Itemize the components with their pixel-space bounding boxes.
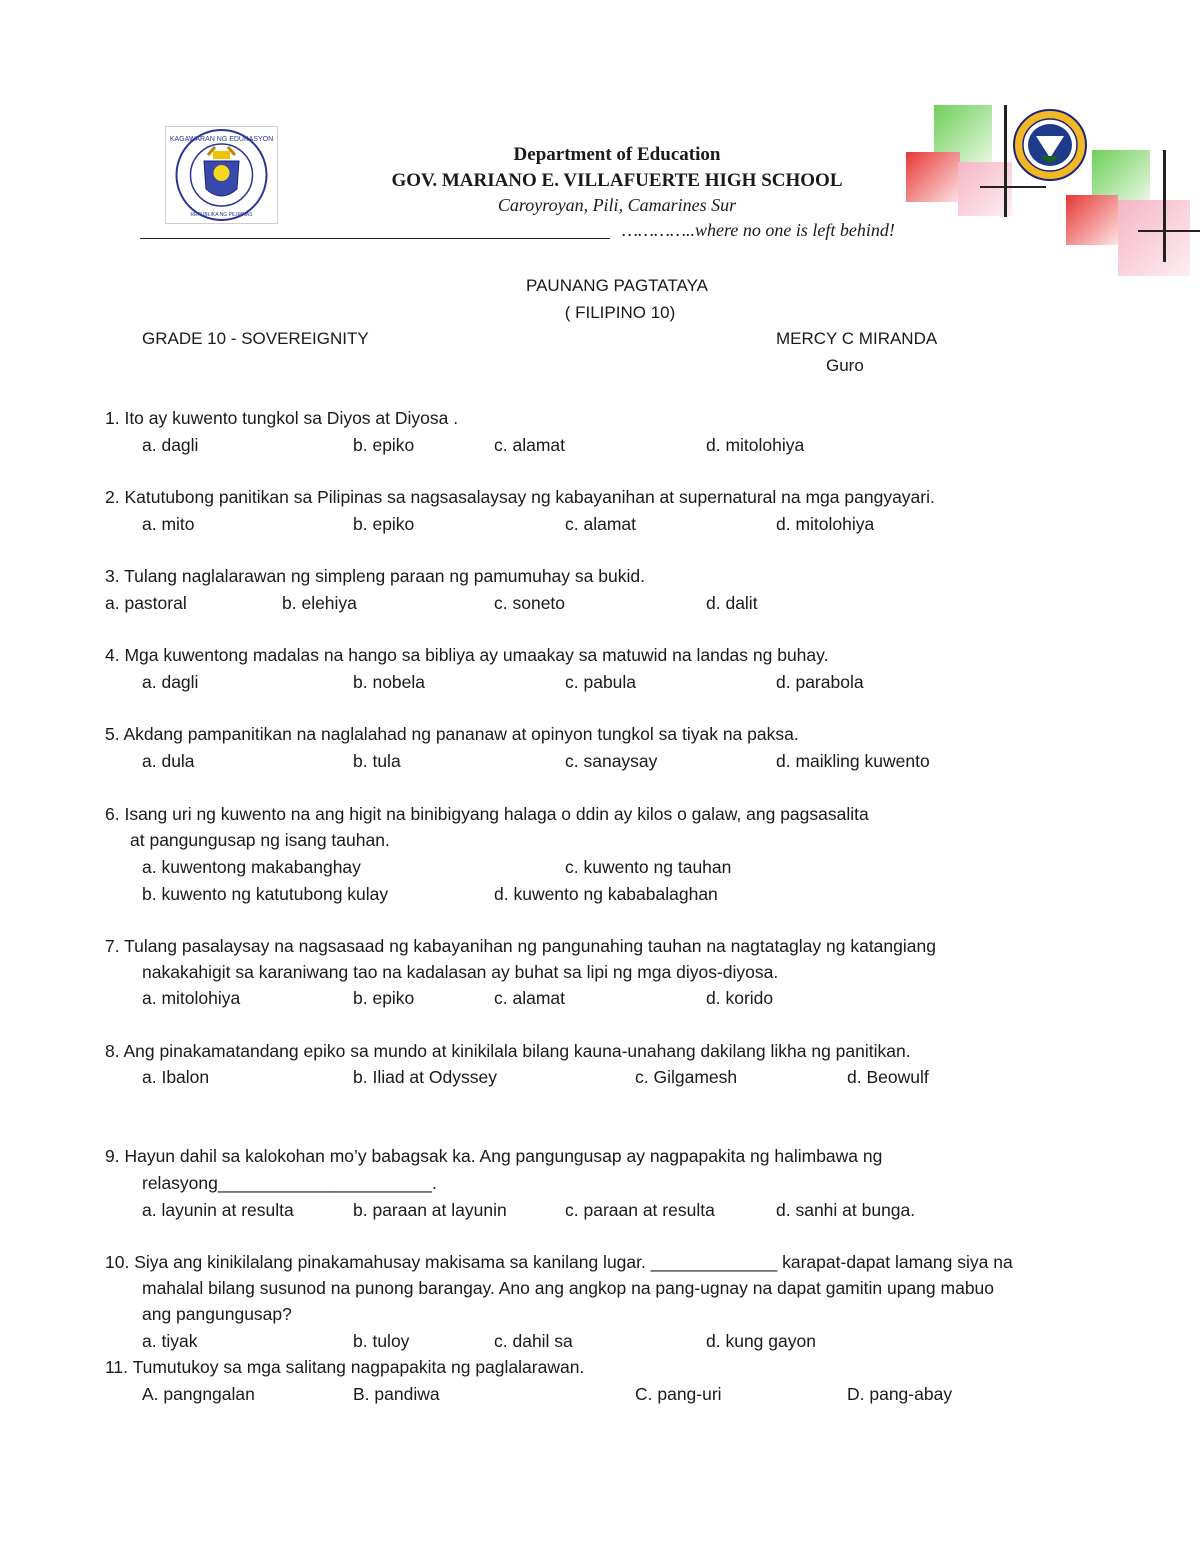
question-1-option: b. epiko [353, 435, 415, 455]
question-11-stem-line-1: 11. Tumutukoy sa mga salitang nagpapakita ng paglalarawan. [105, 1357, 585, 1377]
seal-text-top: KAGAWARAN NG EDUKASYON [169, 136, 274, 143]
question-9-option: c. paraan at resulta [565, 1200, 715, 1220]
question-5-stem-line-1: 5. Akdang pampanitikan na naglalahad ng pananaw at opinyon tungkol sa tiyak na paksa. [105, 724, 799, 744]
question-11-option: C. pang-uri [635, 1384, 722, 1404]
question-1-option: c. alamat [494, 435, 565, 455]
question-5-option: c. sanaysay [565, 751, 658, 771]
question-2-option: c. alamat [565, 514, 636, 534]
question-3-option: c. soneto [494, 593, 566, 613]
question-7-option: a. mitolohiya [142, 988, 241, 1008]
header-underline [140, 238, 610, 239]
question-2-option: d. mitolohiya [776, 514, 875, 534]
question-4-option: a. dagli [142, 672, 199, 692]
seal-text-bottom: REPUBLIKA NG PILIPINAS [190, 212, 253, 218]
question-9-stem-line-1: 9. Hayun dahil sa kalokohan mo’y babagsak ka. Ang pangungusap ay nagpapakita ng halimbawa ng [105, 1146, 883, 1166]
question-4-option: c. pabula [565, 672, 637, 692]
question-10-option: d. kung gayon [706, 1331, 816, 1351]
question-10-option: a. tiyak [142, 1331, 198, 1351]
question-5-option: d. maikling kuwento [776, 751, 930, 771]
question-1-stem-line-1: 1. Ito ay kuwento tungkol sa Diyos at Diyosa . [105, 408, 459, 428]
question-6-stem-line-1: 6. Isang uri ng kuwento na ang higit na binibigyang halaga o ddin ay kilos o galaw, ang pagsasalita [105, 804, 869, 824]
question-4-option: b. nobela [353, 672, 426, 692]
question-9-option: d. sanhi at bunga. [776, 1200, 916, 1220]
question-11-option: A. pangngalan [142, 1384, 255, 1404]
school-address: Caroyroyan, Pili, Camarines Sur [497, 195, 737, 215]
question-2-option: a. mito [142, 514, 195, 534]
teacher-role: Guro [826, 356, 864, 375]
teacher-name: MERCY C MIRANDA [776, 329, 938, 348]
question-10-option: c. dahil sa [494, 1331, 573, 1351]
question-4-stem-line-1: 4. Mga kuwentong madalas na hango sa bibliya ay umaakay sa matuwid na landas ng buhay. [105, 645, 829, 665]
question-10-stem-line-1: 10. Siya ang kinikilalang pinakamahusay makisama sa kanilang lugar. _____________ karapat-dapat lamang siya na [105, 1252, 1013, 1272]
question-7-option: c. alamat [494, 988, 565, 1008]
question-8-stem-line-1: 8. Ang pinakamatandang epiko sa mundo at kinikilala bilang kauna-unahang dakilang likha ng panitikan. [105, 1041, 911, 1061]
question-6-option: a. kuwentong makabanghay [142, 857, 361, 877]
question-9-stem-line-2: relasyong______________________. [142, 1173, 437, 1193]
question-10-option: b. tuloy [353, 1331, 410, 1351]
question-5-option: a. dula [142, 751, 195, 771]
question-7-option: d. korido [706, 988, 774, 1008]
exam-title: PAUNANG PAGTATAYA [526, 276, 708, 295]
question-6-stem-line-2: at pangungusap ng isang tauhan. [130, 830, 390, 850]
grade-section: GRADE 10 - SOVEREIGNITY [142, 329, 369, 348]
question-1-option: d. mitolohiya [706, 435, 805, 455]
question-8-option: d. Beowulf [847, 1067, 929, 1087]
department-name: Department of Education [513, 144, 721, 165]
school-motto: …………..where no one is left behind! [622, 220, 895, 240]
question-7-stem-line-1: 7. Tulang pasalaysay na nagsasaad ng kabayanihan ng pangunahing tauhan na nagtataglay ng katangiang [105, 936, 936, 956]
question-7-stem-line-2: nakakahigit sa karaniwang tao na kadalasan ay buhat sa lipi ng mga diyos-diyosa. [142, 962, 779, 982]
question-2-option: b. epiko [353, 514, 415, 534]
question-8-option: c. Gilgamesh [635, 1067, 738, 1087]
question-2-stem-line-1: 2. Katutubong panitikan sa Pilipinas sa nagsasalaysay ng kabayanihan at supernatural na mga pangyayari. [105, 487, 935, 507]
question-3-option: d. dalit [706, 593, 758, 613]
question-9-option: b. paraan at layunin [353, 1200, 507, 1220]
question-3-option: a. pastoral [105, 593, 187, 613]
question-6-option: b. kuwento ng katutubong kulay [142, 884, 389, 904]
exam-subject: ( FILIPINO 10) [564, 303, 676, 322]
question-4-option: d. parabola [776, 672, 864, 692]
school-name: GOV. MARIANO E. VILLAFUERTE HIGH SCHOOL [391, 170, 843, 191]
question-11-option: D. pang-abay [847, 1384, 953, 1404]
question-11-option: B. pandiwa [353, 1384, 440, 1404]
question-9-option: a. layunin at resulta [142, 1200, 294, 1220]
question-10-stem-line-3: ang pangungusap? [142, 1304, 292, 1324]
question-8-option: a. Ibalon [142, 1067, 210, 1087]
question-3-stem-line-1: 3. Tulang naglalarawan ng simpleng paraan ng pamumuhay sa bukid. [105, 566, 645, 586]
question-8-option: b. Iliad at Odyssey [353, 1067, 497, 1087]
question-7-option: b. epiko [353, 988, 415, 1008]
question-1-option: a. dagli [142, 435, 199, 455]
question-6-option: d. kuwento ng kababalaghan [494, 884, 718, 904]
question-10-stem-line-2: mahalal bilang susunod na punong barangay. Ano ang angkop na pang-ugnay na dapat gamitin upang mabuo [142, 1278, 995, 1298]
decor-hline-2 [1138, 230, 1200, 232]
question-5-option: b. tula [353, 751, 401, 771]
question-3-option: b. elehiya [282, 593, 357, 613]
question-6-option: c. kuwento ng tauhan [565, 857, 732, 877]
